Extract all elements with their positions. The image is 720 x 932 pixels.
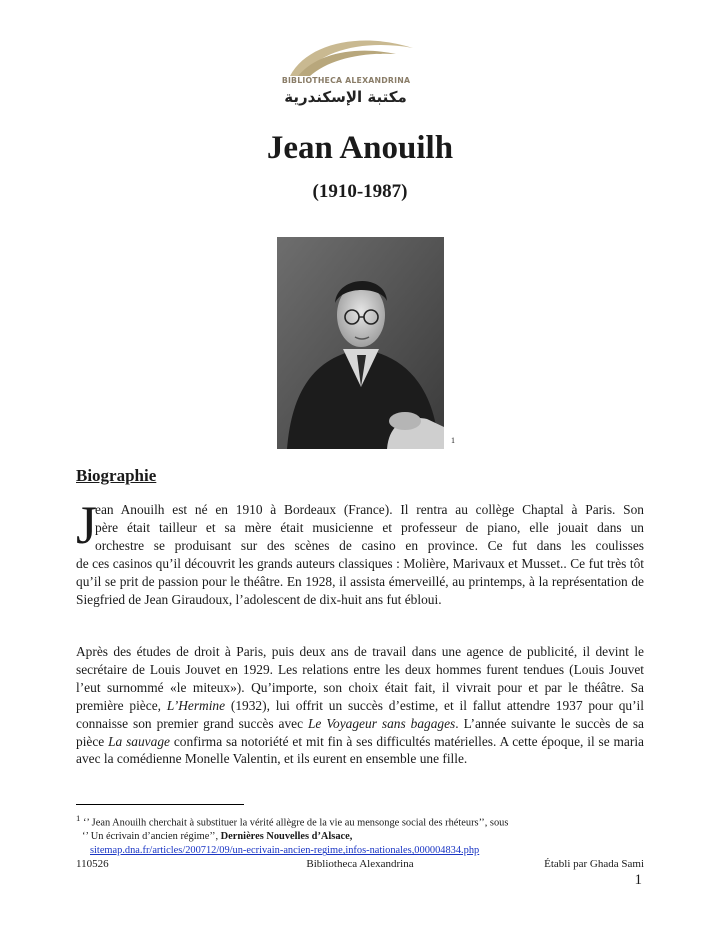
page-number: 1	[634, 872, 642, 888]
footnote-separator	[76, 804, 244, 805]
life-dates: (1910-1987)	[312, 181, 408, 202]
work-title: L’Hermine	[166, 697, 226, 713]
footer-author: Établi par Ghada Sami	[544, 858, 644, 870]
text-line: ean Anouilh est né en 1910 à Bordeaux (France). Il rentra au collège Chaptal à Paris. Son	[95, 502, 644, 517]
drop-cap: J	[76, 495, 98, 555]
text-line: père était tailleur et sa mère était musicienne et professeur de piano, elle jouait dans un	[95, 519, 644, 535]
footnote	[76, 811, 646, 858]
section-heading: Biographie	[76, 466, 157, 485]
paragraph-2	[76, 643, 644, 768]
photo-footnote-ref: 1	[451, 436, 455, 445]
footnote-number: 1	[76, 813, 81, 823]
footnote-publication: Dernières Nouvelles d’Alsace,	[220, 831, 353, 843]
footnote-line-2	[76, 831, 352, 842]
logo-latin-text: BIBLIOTHECA ALEXANDRINA	[281, 76, 411, 85]
paragraph-1-rest: de ces casinos qu’il découvrit les grands auteurs classiques : Molière, Marivaux et Musset.. Ce fut très tôt qu’il se prit de passion pour le théâtre. En 1928, il assista émerveillé, au printemps, à la représentation de Siegfried de Jean Giraudoux, l’adolescent de dix-huit ans fut ébloui.	[76, 556, 644, 607]
logo-arabic-text: مكتبة الإسكندرية	[284, 88, 407, 106]
work-title: La sauvage	[108, 733, 170, 749]
footer-institution: Bibliotheca Alexandrina	[306, 858, 414, 870]
footer-id: 110526	[76, 858, 109, 870]
portrait-photo	[277, 237, 444, 449]
footnote-line-1: ‘’ Jean Anouilh cherchait à substituer la vérité allègre de la vie au mensonge social des rhéteurs’’, sous	[82, 817, 509, 829]
logo-arc-icon	[268, 30, 423, 80]
paragraph-1-beside-cap	[95, 501, 644, 555]
text-run: confirma sa notoriété et mit fin à ses difficultés matérielles. A cette époque, il se maria avec la comédienne Monelle Valentin, et ils eurent en ensemble une fille.	[76, 733, 644, 767]
text-run: (1932), lui offrit un succès d’estime, et il fallut attendre 1937 pour qu’il connaisse son premier grand succès avec	[76, 697, 645, 731]
bibliotheca-alexandrina-logo	[268, 30, 423, 112]
text-run: Après des études de droit à Paris, puis deux ans de travail dans une agence de publicité, il devint le secrétaire de Louis Jouvet en 1929. Les relations entre les deux hommes furent tendues (Louis Jouvet l’eut surnommé «le miteux»). Qu’importe, son choix était fait, il vivrait pour et par le théâtre. Sa première pièce,	[76, 644, 644, 713]
text-line: orchestre se produisant sur des scènes de casino en province. Ce fut dans les coulisses	[95, 537, 644, 553]
document-title: Jean Anouilh	[266, 130, 454, 166]
footnote-link[interactable]: sitemap.dna.fr/articles/200712/09/un-ecrivain-ancien-regime,infos-nationales,000004834.php	[90, 845, 480, 857]
footnote-source: ‘’ Un écrivain d’ancien régime’’,	[82, 831, 221, 843]
work-title: Le Voyageur sans bagages	[307, 715, 456, 731]
text-run: . L’année suivante le succès de sa pièce	[76, 715, 644, 749]
